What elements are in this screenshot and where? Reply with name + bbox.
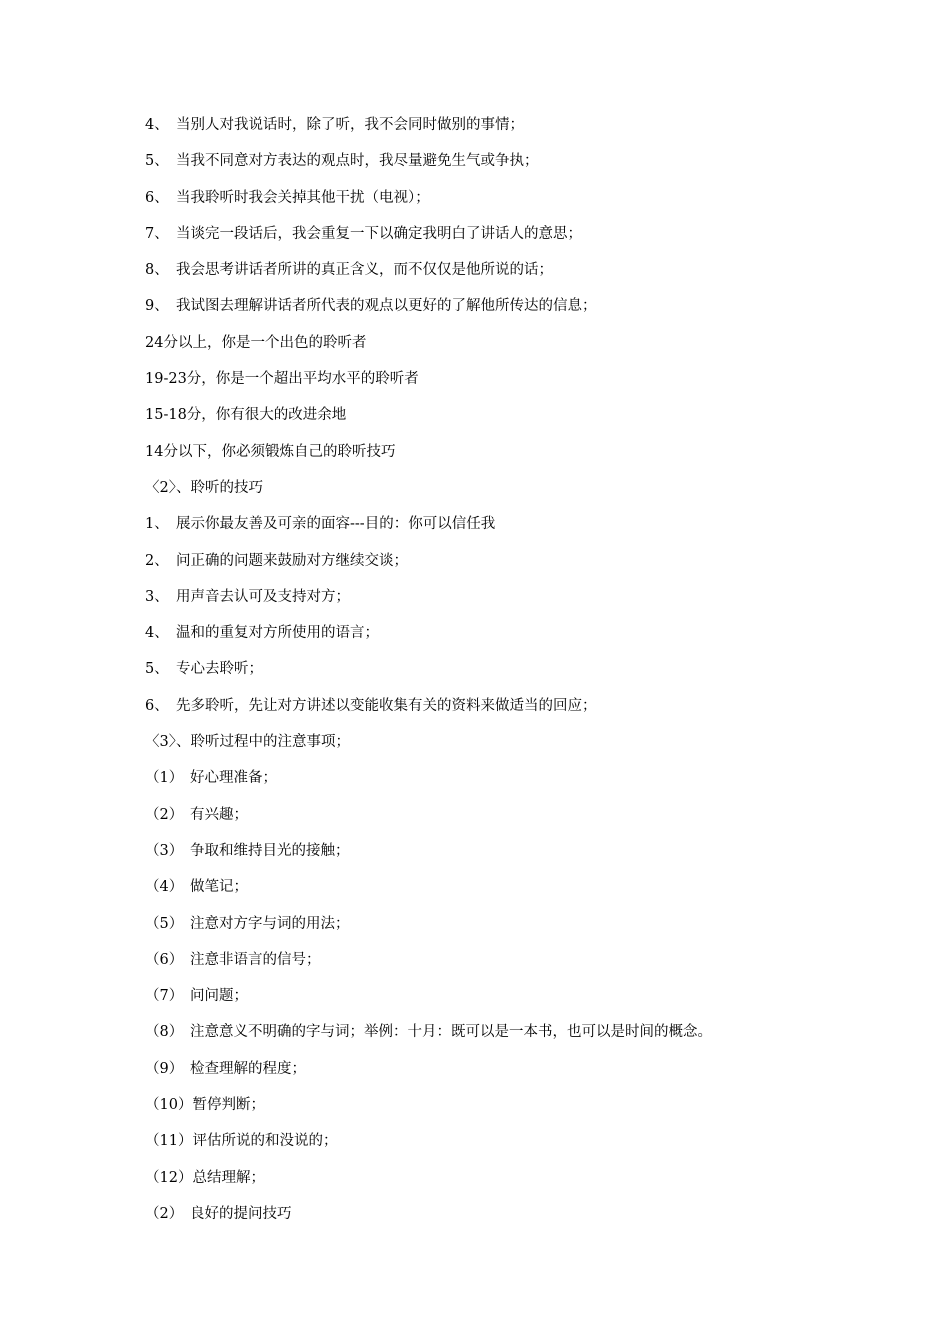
list-item-text: 有兴趣； — [190, 806, 248, 823]
list-item-number: 5、 — [145, 153, 169, 170]
document-body — [145, 113, 865, 1238]
list-item-number: （12） — [145, 1169, 193, 1186]
text-line — [145, 367, 865, 403]
list-item — [145, 839, 865, 875]
list-item-text: 〈2〉、聆听的技巧 — [145, 479, 263, 496]
list-item-number: （11） — [145, 1133, 193, 1150]
list-item — [145, 585, 865, 621]
list-item-number: 2、 — [145, 552, 169, 569]
list-item — [145, 258, 865, 294]
list-item — [145, 694, 865, 730]
list-item — [145, 186, 865, 222]
list-item-number: （8） — [145, 1024, 184, 1041]
list-item-text: 良好的提问技巧 — [190, 1205, 292, 1222]
list-item-number: 6、 — [145, 189, 169, 206]
text-line — [145, 403, 865, 439]
list-item-number: （10） — [145, 1097, 193, 1114]
list-item-number: （7） — [145, 988, 184, 1005]
text-line — [145, 476, 865, 512]
list-item-text: 19-23分，你是一个超出平均水平的聆听者 — [145, 371, 419, 388]
list-item-number: 9、 — [145, 298, 169, 315]
list-item-number: （4） — [145, 879, 184, 896]
list-item-text: 〈3〉、聆听过程中的注意事项； — [145, 734, 350, 751]
list-item — [145, 222, 865, 258]
list-item-text: 24分以上，你是一个出色的聆听者 — [145, 334, 367, 351]
list-item — [145, 621, 865, 657]
list-item — [145, 948, 865, 984]
list-item-number: （1） — [145, 770, 184, 787]
list-item-text: 暂停判断； — [192, 1097, 265, 1114]
list-item-text: 问正确的问题来鼓励对方继续交谈； — [176, 552, 408, 569]
list-item-text: 先多聆听，先让对方讲述以变能收集有关的资料来做适当的回应； — [176, 697, 597, 714]
list-item — [145, 1093, 865, 1129]
list-item-number: 4、 — [145, 117, 169, 133]
list-item — [145, 803, 865, 839]
list-item-text: 当别人对我说话时，除了听，我不会同时做别的事情； — [176, 117, 524, 133]
list-item — [145, 1057, 865, 1093]
list-item-text: 我试图去理解讲话者所代表的观点以更好的了解他所传达的信息； — [176, 298, 597, 315]
list-item-number: 4、 — [145, 625, 169, 642]
list-item-number: 6、 — [145, 697, 169, 714]
list-item-text: 检查理解的程度； — [190, 1060, 306, 1077]
list-item — [145, 113, 865, 149]
list-item-number: （2） — [145, 1205, 184, 1222]
list-item-text: 注意非语言的信号； — [190, 951, 321, 968]
list-item-text: 注意对方字与词的用法； — [190, 915, 350, 932]
list-item-text: 当我不同意对方表达的观点时，我尽量避免生气或争执； — [176, 153, 539, 170]
list-item-number: （2） — [145, 806, 184, 823]
list-item-text: 做笔记； — [190, 879, 248, 896]
list-item-number: （5） — [145, 915, 184, 932]
list-item-text: 用声音去认可及支持对方； — [176, 588, 350, 605]
list-item-number: （6） — [145, 951, 184, 968]
list-item — [145, 1129, 865, 1165]
list-item-number: （3） — [145, 842, 184, 859]
list-item — [145, 1020, 865, 1056]
list-item-number: 7、 — [145, 225, 169, 242]
list-item-text: 问问题； — [190, 988, 248, 1005]
list-item — [145, 512, 865, 548]
list-item-text: 14分以下，你必须锻炼自己的聆听技巧 — [145, 443, 396, 460]
list-item-number: 5、 — [145, 661, 169, 678]
list-item-text: 我会思考讲话者所讲的真正含义，而不仅仅是他所说的话； — [176, 262, 553, 279]
list-item-number: 8、 — [145, 262, 169, 279]
list-item — [145, 912, 865, 948]
list-item — [145, 1166, 865, 1202]
list-item-number: 3、 — [145, 588, 169, 605]
list-item-number: 1、 — [145, 516, 169, 533]
list-item — [145, 294, 865, 330]
list-item — [145, 875, 865, 911]
list-item-text: 当谈完一段话后，我会重复一下以确定我明白了讲话人的意思； — [176, 225, 582, 242]
list-item-number: （9） — [145, 1060, 184, 1077]
list-item-text: 评估所说的和没说的； — [192, 1133, 338, 1150]
list-item-text: 总结理解； — [192, 1169, 265, 1186]
list-item-text: 温和的重复对方所使用的语言； — [176, 625, 379, 642]
text-line — [145, 440, 865, 476]
list-item — [145, 1202, 865, 1238]
list-item-text: 15-18分，你有很大的改进余地 — [145, 407, 347, 424]
list-item-text: 注意意义不明确的字与词；举例：十月：既可以是一本书，也可以是时间的概念。 — [190, 1024, 712, 1041]
list-item — [145, 766, 865, 802]
text-line — [145, 730, 865, 766]
list-item-text: 当我聆听时我会关掉其他干扰（电视）； — [176, 189, 430, 206]
list-item-text: 争取和维持目光的接触； — [190, 842, 350, 859]
list-item-text: 展示你最友善及可亲的面容---目的：你可以信任我 — [176, 516, 496, 533]
list-item — [145, 149, 865, 185]
list-item — [145, 657, 865, 693]
list-item-text: 专心去聆听； — [176, 661, 263, 678]
list-item-text: 好心理准备； — [190, 770, 277, 787]
list-item — [145, 549, 865, 585]
text-line — [145, 331, 865, 367]
list-item — [145, 984, 865, 1020]
